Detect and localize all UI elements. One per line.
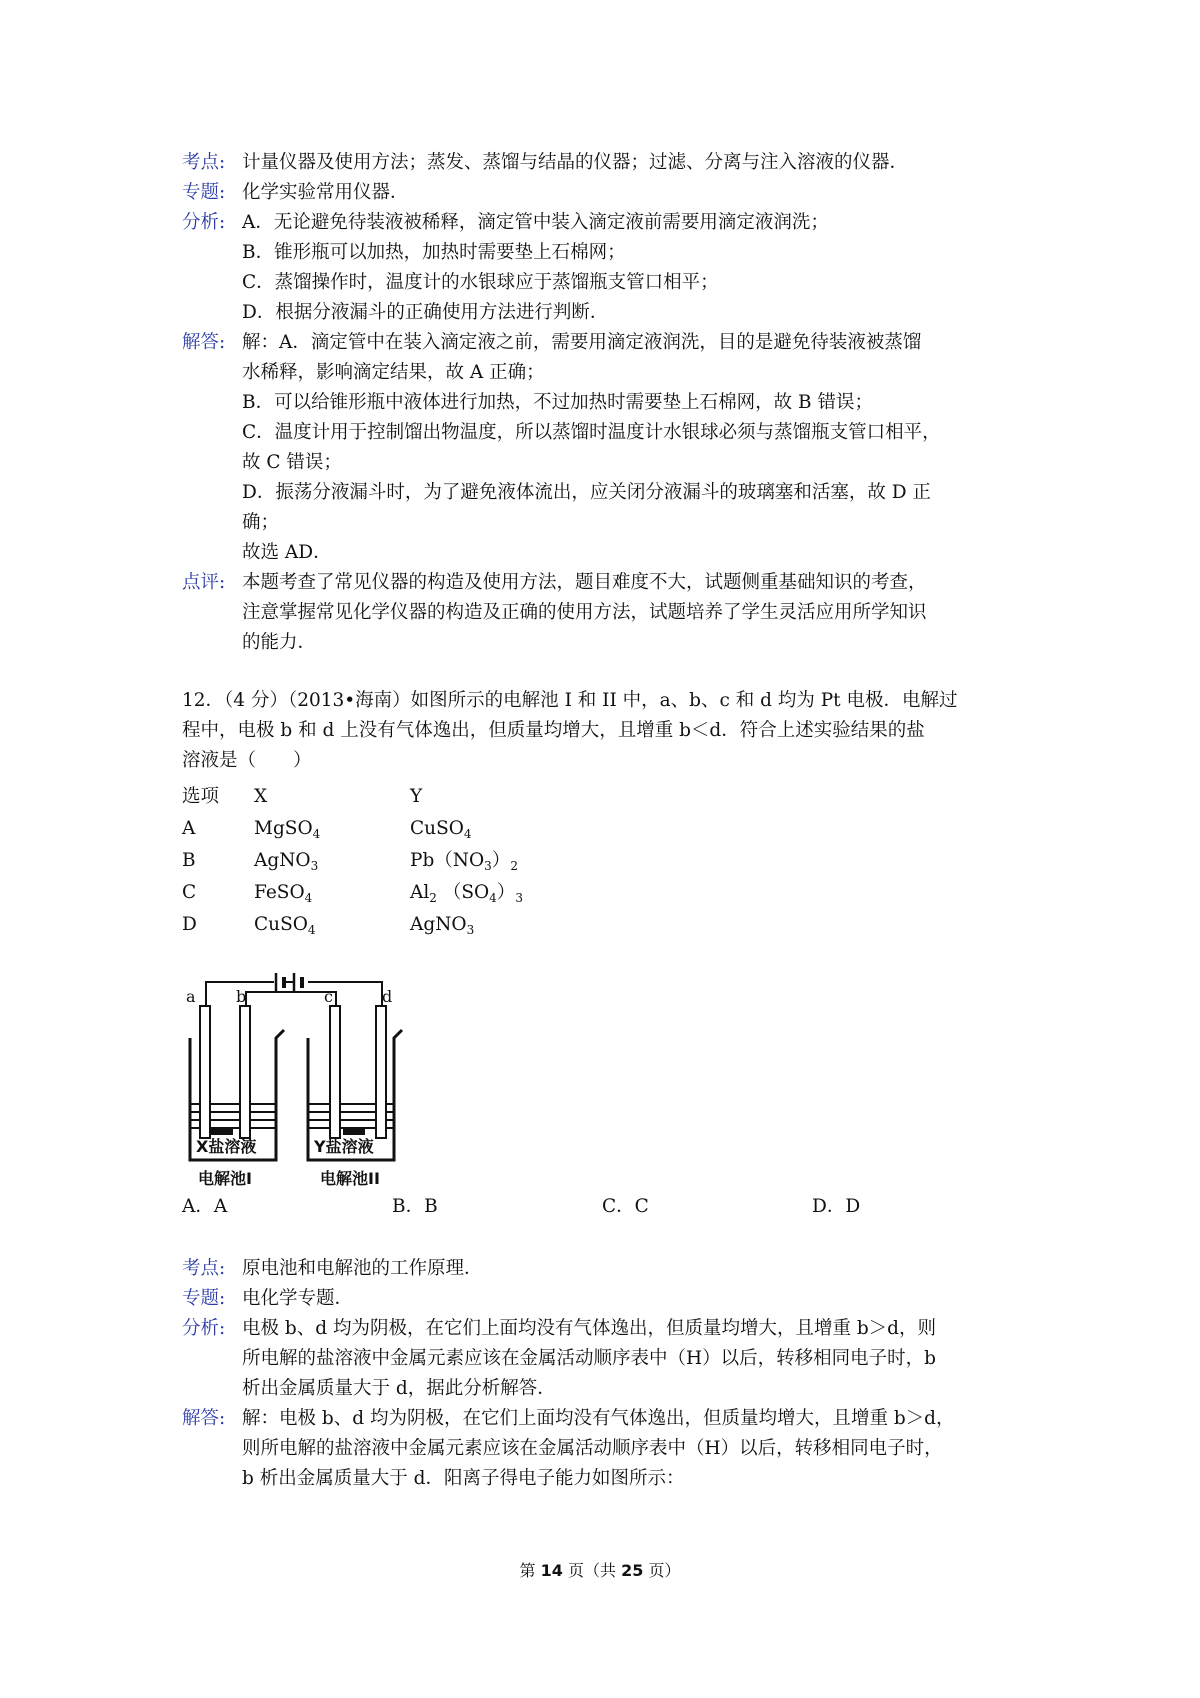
table-header-y: Y [410,786,423,807]
choice-b: B．B [392,1196,438,1217]
footer-pre: 第 [519,1561,536,1580]
cell-2-caption: 电解池II [320,1169,380,1188]
formula-sub: 3 [515,891,523,905]
cell-1-caption: 电解池I [198,1169,252,1188]
formula-text: MgSO [254,818,313,839]
prev-jieda-row [182,328,921,358]
electrode-b [240,1006,250,1138]
jieda-line: 确； [242,512,280,533]
formula-text: AgNO [254,850,311,871]
formula-sub: 3 [466,923,475,937]
table-row-option: C [182,882,197,903]
zhuanti-label: 专题: [182,182,226,203]
prev-dianping-row [182,568,927,598]
formula-sub: 2 [510,859,518,873]
prev-fenxi-row [182,208,829,238]
formula-sub: 3 [310,859,319,873]
jieda-line: D．振荡分液漏斗时，为了避免液体流出，应关闭分液漏斗的玻璃塞和活塞，故 D 正 [242,482,931,503]
kaodian-text: 原电池和电解池的工作原理． [242,1258,483,1279]
table-header-option: 选项 [182,786,220,807]
support [344,1130,364,1134]
choice-c: C．C [602,1196,649,1217]
fenxi-line: 所电解的盐溶液中金属元素应该在金属活动顺序表中（H）以后，转移相同电子时，b [242,1348,936,1369]
formula-sub: 4 [463,827,472,841]
formula-sub: 4 [304,891,313,905]
electrolysis-diagram [184,970,434,1192]
jieda-line: 故 C 错误； [242,452,342,473]
table-cell-y [410,846,518,881]
electrode-d [376,1006,386,1138]
question-line: 程中，电极 b 和 d 上没有气体逸出，但质量均增大，且增重 b＜d．符合上述实验结果的盐 [182,720,925,741]
page-total: 25 [621,1561,644,1580]
table-cell-y [410,910,474,945]
jieda-line: 解：A．滴定管中在装入滴定液之前，需要用滴定液润洗，目的是避免待装液被蒸馏 [242,332,922,353]
formula-text: CuSO [254,914,308,935]
prev-zhuanti-row [182,178,409,208]
support [212,1130,232,1134]
footer-mid: 页（共 [567,1561,616,1580]
formula-sub: 4 [489,891,497,905]
zhuanti-label: 专题: [182,1288,226,1309]
table-row-option: A [182,818,196,839]
dianping-line: 注意掌握常见化学仪器的构造及正确的使用方法，试题培养了学生灵活应用所学知识 [242,602,927,623]
page-footer [0,1558,1200,1581]
table-cell-x [254,846,318,881]
question-line: 12．（4 分）（2013•海南）如图所示的电解池 I 和 II 中，a、b、c 和 d 均为 Pt 电极．电解过 [182,690,958,711]
answer-fenxi-row [182,1314,936,1344]
jieda-label: 解答: [182,1408,226,1429]
jieda-line: b 析出金属质量大于 d．阳离子得电子能力如图所示： [242,1468,685,1489]
formula-text: AgNO [410,914,467,935]
prev-kaodian-row [182,148,908,178]
formula-sub: 4 [307,923,316,937]
table-cell-y [410,814,472,849]
jieda-line: 水稀释，影响滴定结果，故 A 正确； [242,362,545,383]
fenxi-line: A．无论避免待装液被稀释，滴定管中装入滴定液前需要用滴定液润洗； [242,212,829,233]
answer-kaodian-row [182,1254,483,1284]
fenxi-label: 分析: [182,1318,226,1339]
fenxi-label: 分析: [182,212,226,233]
beaker-2-label: Y盐溶液 [314,1137,374,1156]
kaodian-label: 考点: [182,1258,226,1279]
choice-a: A．A [182,1196,228,1217]
fenxi-line: 析出金属质量大于 d，据此分析解答． [242,1378,556,1399]
jieda-line: B．可以给锥形瓶中液体进行加热，不过加热时需要垫上石棉网，故 B 错误； [242,392,873,413]
table-cell-x [254,910,316,945]
electrode-label-c: c [324,987,333,1006]
jieda-line: C．温度计用于控制馏出物温度，所以蒸馏时温度计水银球必须与蒸馏瓶支管口相平， [242,422,941,443]
choice-d: D．D [812,1196,861,1217]
formula-sub: 2 [429,891,437,905]
beaker-1-label: X盐溶液 [196,1137,257,1156]
table-header-x: X [254,786,268,807]
answer-jieda-row [182,1404,955,1434]
jieda-line: 解：电极 b、d 均为阴极，在它们上面均没有气体逸出，但质量均增大，且增重 b＞d， [242,1408,955,1429]
electrode-label-b: b [236,987,247,1006]
formula-text: Pb（NO [410,850,485,871]
formula-text: ） [496,882,516,903]
table-cell-y [410,878,523,913]
answer-zhuanti-row [182,1284,353,1314]
jieda-line: 则所电解的盐溶液中金属元素应该在金属活动顺序表中（H）以后，转移相同电子时， [242,1438,943,1459]
question-line: 溶液是（ ） [182,750,312,771]
electrode-a [200,1006,210,1138]
fenxi-line: C．蒸馏操作时，温度计的水银球应于蒸馏瓶支管口相平； [242,272,719,293]
jieda-label: 解答: [182,332,226,353]
zhuanti-text: 化学实验常用仪器． [242,182,409,203]
table-cell-x [254,878,312,913]
formula-sub: 4 [312,827,321,841]
kaodian-text: 计量仪器及使用方法；蒸发、蒸馏与结晶的仪器；过滤、分离与注入溶液的仪器． [242,152,909,173]
formula-text: （SO [442,882,490,903]
page-number: 14 [540,1561,563,1580]
formula-sub: 3 [484,859,492,873]
fenxi-line: D．根据分液漏斗的正确使用方法进行判断． [242,302,609,323]
formula-text: Al [410,882,430,903]
formula-text: ） [491,850,511,871]
jieda-line: 故选 AD． [242,542,332,563]
electrode-label-a: a [186,987,196,1006]
dianping-line: 的能力． [242,632,317,653]
zhuanti-text: 电化学专题． [242,1288,354,1309]
fenxi-line: 电极 b、d 均为阴极，在它们上面均没有气体逸出，但质量均增大，且增重 b＞d，则 [242,1318,937,1339]
electrode-c [330,1006,340,1138]
table-cell-x [254,814,320,849]
fenxi-line: B．锥形瓶可以加热，加热时需要垫上石棉网； [242,242,626,263]
dianping-label: 点评: [182,572,226,593]
table-row-option: D [182,914,197,935]
wire-right [308,982,382,1006]
formula-text: CuSO [410,818,464,839]
kaodian-label: 考点: [182,152,226,173]
wire-salt-bridge [246,992,336,1006]
table-row-option: B [182,850,196,871]
footer-post: 页） [648,1561,681,1580]
formula-text: FeSO [254,882,305,903]
dianping-line: 本题考查了常见仪器的构造及使用方法，题目难度不大，试题侧重基础知识的考查， [242,572,927,593]
electrode-label-d: d [382,987,393,1006]
